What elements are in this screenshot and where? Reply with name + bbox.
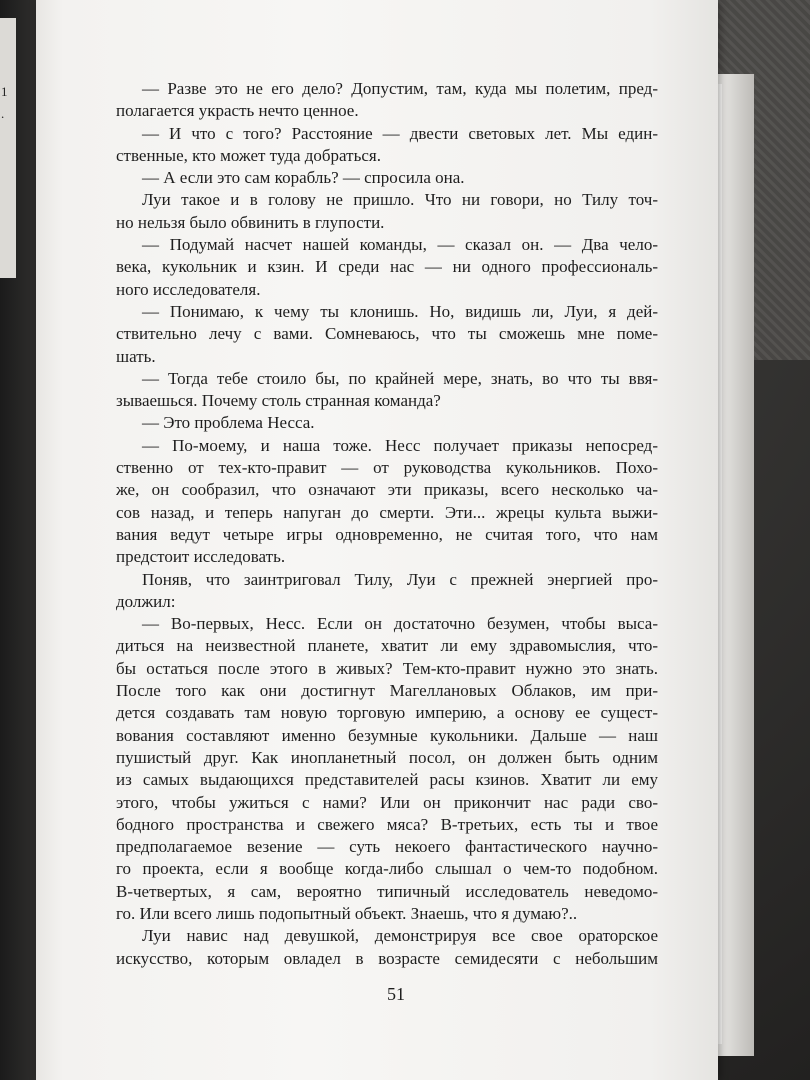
text-line: — Понимаю, к чему ты клонишь. Но, видишь ли, Луи, я дей- (142, 301, 658, 321)
text-line: века, кукольник и кзин. И среди нас — ни одного профессиональ- (116, 257, 658, 277)
adjacent-page-scrap (0, 18, 16, 278)
text-line: должил: (116, 591, 176, 611)
text-line: дется создавать там новую торговую империю, а основу ее сущест- (116, 703, 658, 723)
text-line: шать. (116, 346, 156, 366)
text-line: пушистый друг. Как инопланетный посол, он должен быть одним (116, 747, 658, 767)
book-page (36, 0, 718, 1080)
text-line: этого, чтобы ужиться с нами? Или он прикончит нас ради сво- (116, 792, 658, 812)
scrap-mark-1: 1 (1, 84, 8, 99)
text-line: искусство, которым овладел в возрасте семидесяти с небольшим (116, 948, 658, 968)
text-line: В-четвертых, я сам, вероятно типичный исследователь неведомо- (116, 881, 658, 901)
text-line: ствительно лечу с вами. Сомневаюсь, что ты сможешь мне поме- (116, 324, 658, 344)
text-line: Поняв, что заинтриговал Тилу, Луи с прежней энергией про- (142, 569, 658, 589)
page-number: 51 (387, 984, 405, 1004)
text-line: ственные, кто может туда добраться. (116, 145, 381, 165)
text-line: бы остаться после этого в живых? Тем-кто-правит нужно это знать. (116, 658, 658, 678)
text-line: вания ведут четыре игры одновременно, не считая того, что нам (116, 524, 658, 544)
text-line: зываешься. Почему столь странная команда? (116, 391, 441, 411)
text-line: — И что с того? Расстояние — двести световых лет. Мы един- (142, 123, 658, 143)
text-line: — Это проблема Несса. (142, 413, 315, 433)
text-line: из самых выдающихся представителей расы кзинов. Хватит ли ему (116, 770, 658, 790)
text-line: диться на неизвестной планете, хватит ли ему здравомыслия, что- (116, 636, 658, 656)
text-line: вования составляют именно безумные кукольники. Дальше — наш (116, 725, 658, 745)
text-line: — А если это сам корабль? — спросила она. (142, 168, 465, 188)
text-line: — Во-первых, Несс. Если он достаточно безумен, чтобы выса- (142, 614, 658, 634)
text-line: бодного пространства и свежего мяса? В-третьих, есть ты и твое (116, 814, 658, 834)
text-line: го проекта, если я вообще когда-либо слышал о чем-то подобном. (116, 859, 658, 879)
scrap-mark-2: . (1, 106, 5, 121)
text-line: Луи такое и в голову не пришло. Что ни говори, но Тилу точ- (142, 190, 658, 210)
text-line: полагается украсть нечто ценное. (116, 101, 359, 121)
text-line: — По-моему, и наша тоже. Несс получает приказы непосред- (142, 435, 658, 455)
text-line: ного исследователя. (116, 279, 261, 299)
text-line: ственно от тех-кто-правит — от руководства кукольников. Похо- (116, 458, 658, 478)
text-line: — Разве это не его дело? Допустим, там, куда мы полетим, пред- (142, 79, 658, 98)
text-line: но нельзя было обвинить в глупости. (116, 212, 385, 232)
text-line: предполагаемое везение — суть некоего фантастического научно- (116, 837, 658, 857)
text-line: го. Или всего лишь подопытный объект. Знаешь, что я думаю?.. (116, 903, 578, 923)
page-text-body (116, 78, 658, 970)
text-line: сов назад, и теперь напуган до смерти. Эти... жрецы культа выжи- (116, 502, 658, 522)
text-line: предстоит исследовать. (116, 547, 286, 567)
text-line: Луи навис над девушкой, демонстрируя все свое ораторское (142, 926, 658, 946)
text-line: же, он сообразил, что означают эти приказы, всего несколько ча- (116, 480, 658, 500)
text-line: После того как они достигнут Магеллановых Облаков, им при- (116, 681, 658, 701)
text-line: — Тогда тебе стоило бы, по крайней мере, знать, во что ты ввя- (142, 368, 658, 388)
text-line: — Подумай насчет нашей команды, — сказал он. — Два чело- (142, 235, 658, 255)
